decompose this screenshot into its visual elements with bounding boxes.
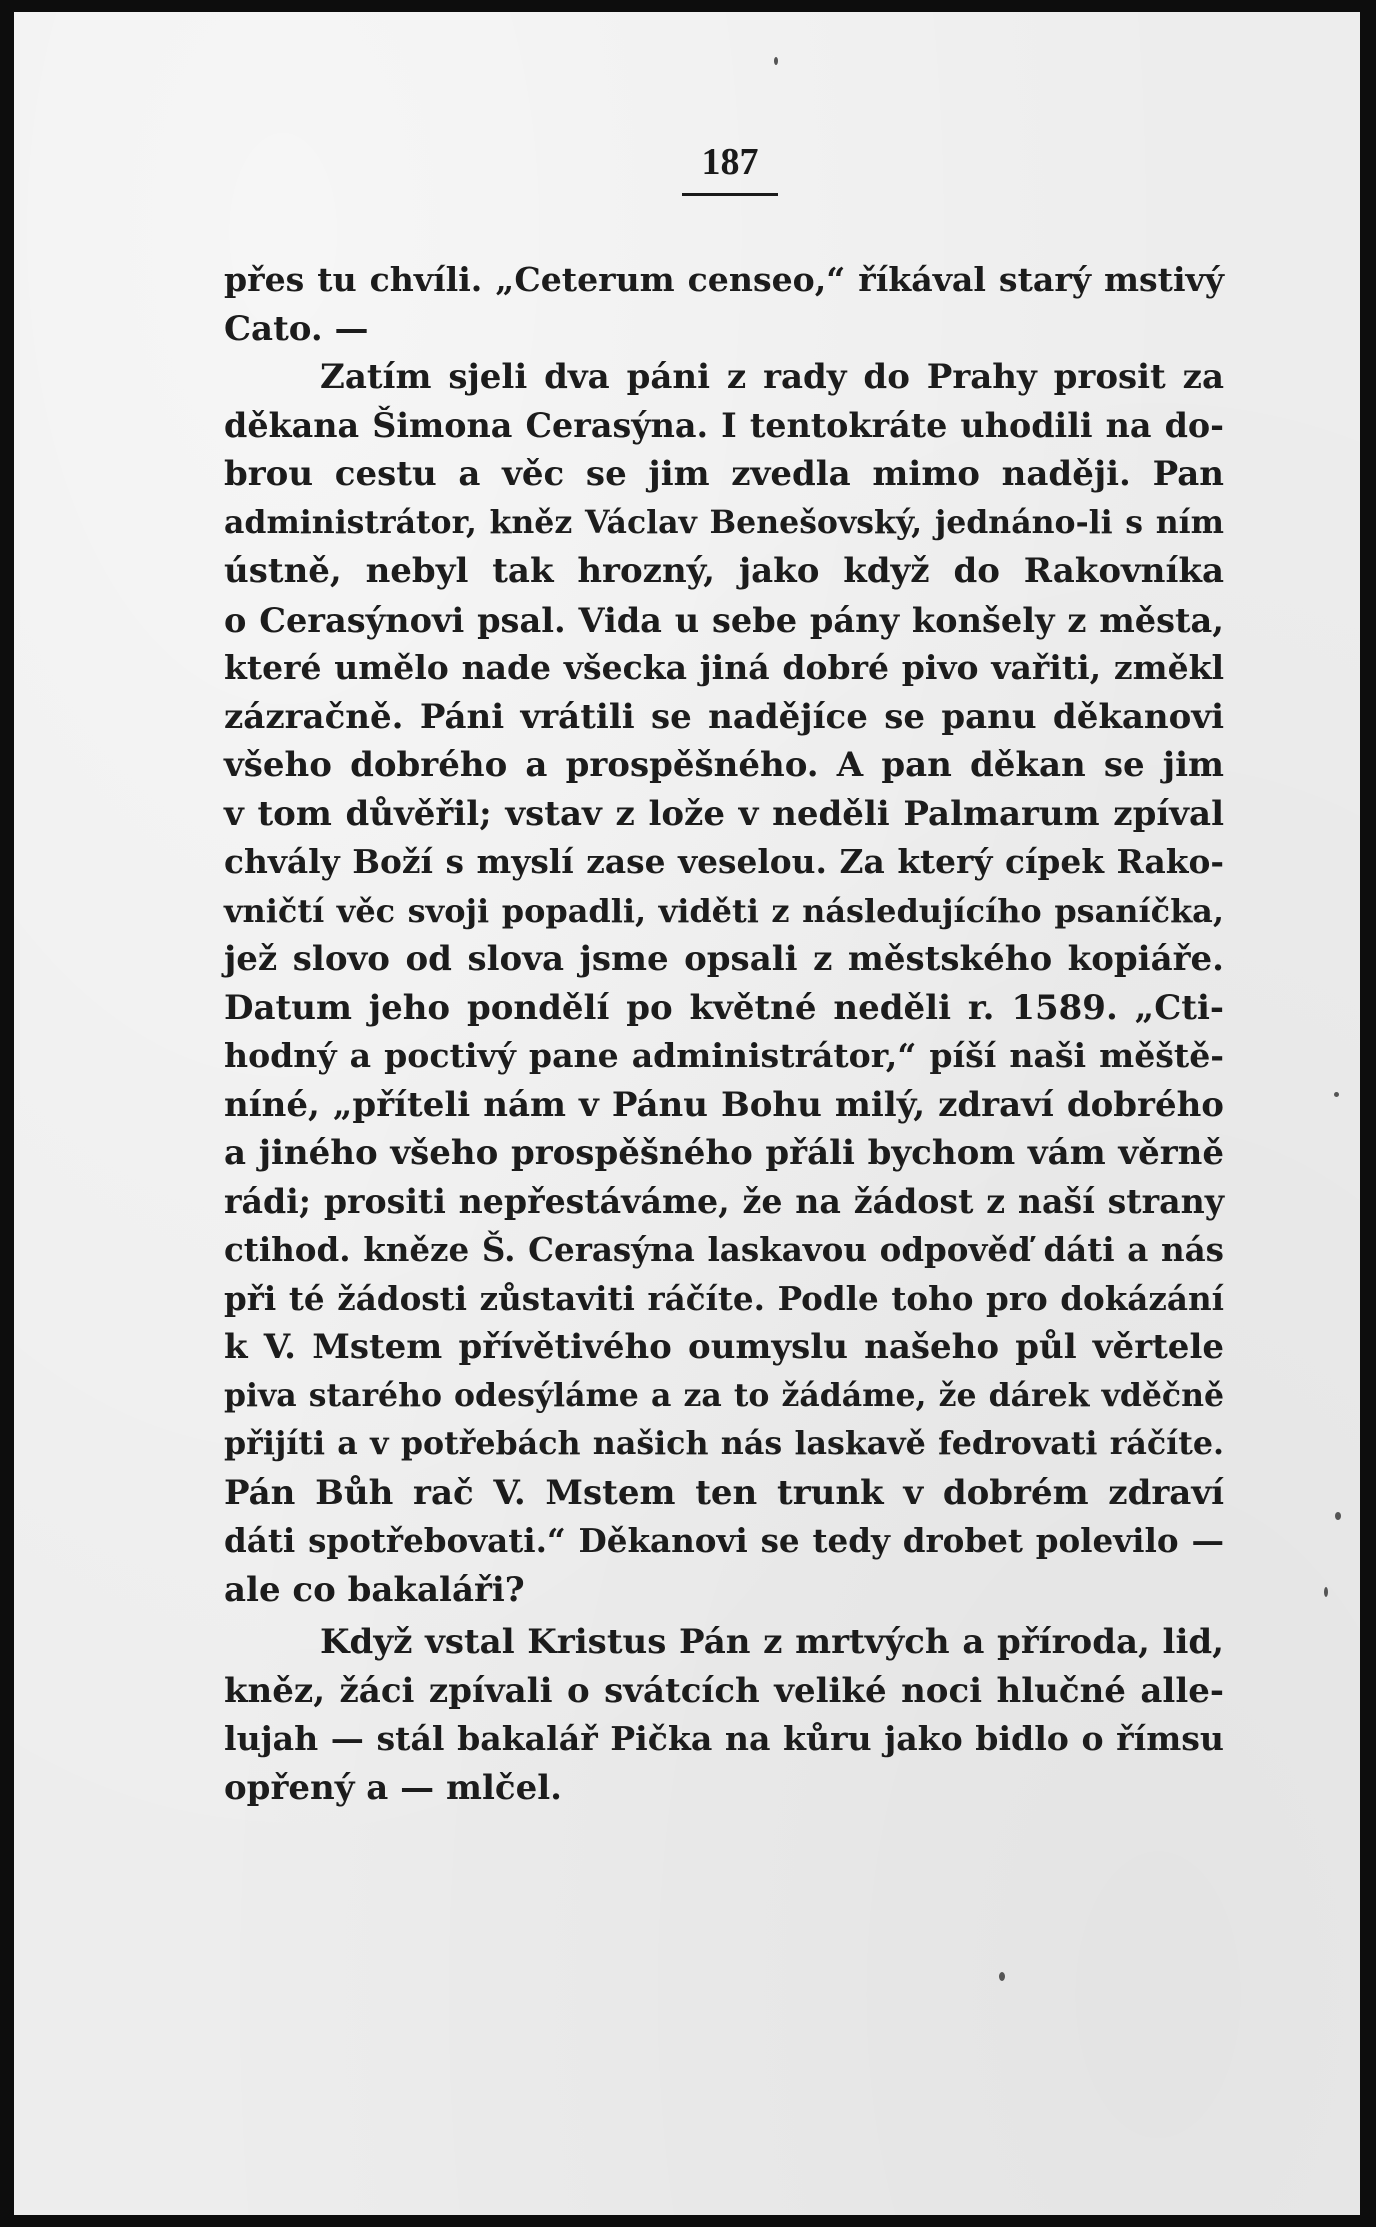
text-line: všeho dobrého a prospěšného. A pan děkan se jim	[224, 745, 1224, 785]
text-line: Datum jeho pondělí po květné neděli r. 1589. „Cti-	[224, 987, 1224, 1028]
text-line: a jiného všeho prospěšného přáli bychom vám věrně	[224, 1133, 1224, 1173]
text-line: o Cerasýnovi psal. Vida u sebe pány konšely z města,	[224, 599, 1224, 640]
body-text	[224, 256, 1224, 1812]
scan-speck	[1334, 1092, 1339, 1097]
text-line: ctihod. kněze Š. Cerasýna laskavou odpověď dáti a nás	[224, 1230, 1224, 1269]
text-line: Zatím sjeli dva páni z rady do Prahy prosit za	[320, 357, 1224, 397]
text-line: piva starého odesýláme a za to žádáme, že dárek vděčně	[224, 1376, 1224, 1414]
text-line: kněz, žáci zpívali o svátcích veliké noci hlučné alle-	[224, 1670, 1224, 1711]
text-line: které umělo nade všecka jiná dobré pivo vařiti, změkl	[224, 648, 1224, 687]
page-number-underline	[682, 193, 778, 196]
text-line: Pán Bůh rač V. Mstem ten trunk v dobrém zdraví	[224, 1472, 1224, 1513]
text-line: jež slovo od slova jsme opsali z městského kopiáře.	[224, 939, 1224, 979]
text-line: ústně, nebyl tak hrozný, jako když do Rakovníka	[224, 551, 1224, 591]
text-line: administrátor, kněz Václav Benešovský, jednáno-li s ním	[224, 503, 1224, 541]
text-line: k V. Mstem přívětivého oumyslu našeho půl věrtele	[224, 1327, 1224, 1367]
text-line: vničtí věc svoji popadli, viděti z následujícího psaníčka,	[224, 891, 1224, 930]
text-line: hodný a poctivý pane administrátor,“ píší naši měště-	[224, 1036, 1224, 1075]
text-line: zázračně. Páni vrátili se nadějíce se panu děkanovi	[224, 696, 1224, 737]
text-line: ale co bakaláři?	[224, 1569, 525, 1610]
book-page	[14, 12, 1360, 2215]
text-line: chvály Boží s myslí zase veselou. Za který cípek Rako-	[224, 842, 1224, 881]
text-line: níné, „příteli nám v Pánu Bohu milý, zdraví dobrého	[224, 1084, 1224, 1125]
text-line: dáti spotřebovati.“ Děkanovi se tedy drobet polevilo —	[224, 1521, 1224, 1560]
page-number: 187	[701, 141, 759, 183]
text-line: Cato. —	[224, 308, 369, 349]
scan-speck	[1324, 1587, 1328, 1597]
text-line: lujah — stál bakalář Pička na kůru jako bidlo o římsu	[224, 1719, 1224, 1758]
text-line: děkana Šimona Cerasýna. I tentokráte uhodili na do-	[224, 405, 1224, 445]
text-line: Když vstal Kristus Pán z mrtvých a příroda, lid,	[320, 1622, 1224, 1662]
scan-speck	[1335, 1512, 1341, 1520]
text-line: přijíti a v potřebách našich nás laskavě fedrovati ráčíte.	[224, 1425, 1224, 1462]
text-line: brou cestu a věc se jim zvedla mimo naději. Pan	[224, 454, 1224, 494]
scan-speck	[774, 57, 778, 65]
text-line: přes tu chvíli. „Ceterum censeo,“ říkával starý mstivý	[224, 260, 1224, 299]
text-line: v tom důvěřil; vstav z lože v neděli Palmarum zpíval	[224, 793, 1224, 834]
text-line: při té žádosti zůstaviti ráčíte. Podle toho pro dokázání	[224, 1278, 1224, 1318]
text-line: rádi; prositi nepřestáváme, že na žádost z naší strany	[224, 1181, 1224, 1221]
scan-speck	[999, 1972, 1005, 1981]
text-line: opřený a — mlčel.	[224, 1767, 562, 1808]
